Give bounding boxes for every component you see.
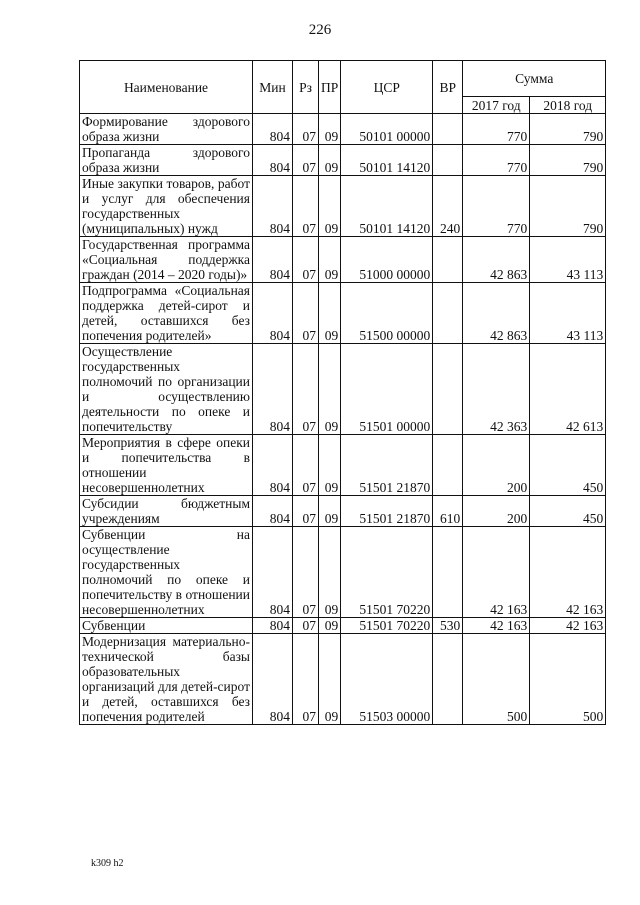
cell-min: 804 <box>253 114 293 145</box>
cell-pr: 09 <box>319 237 341 283</box>
cell-y2017: 200 <box>463 496 530 527</box>
cell-csr: 51501 70220 <box>341 527 433 618</box>
cell-csr: 51501 00000 <box>341 344 433 435</box>
cell-min: 804 <box>253 176 293 237</box>
table-row <box>80 634 606 725</box>
cell-y2018: 450 <box>530 435 606 496</box>
cell-csr: 51501 21870 <box>341 435 433 496</box>
cell-y2017: 770 <box>463 145 530 176</box>
table-row <box>80 618 606 634</box>
cell-csr: 50101 14120 <box>341 145 433 176</box>
header-2017: 2017 год <box>463 97 530 114</box>
cell-name: Субвенции на осуществление государственных полномочий по опеке и попечительству в отношении несовершеннолетних <box>80 527 253 618</box>
cell-y2017: 42 363 <box>463 344 530 435</box>
cell-y2017: 42 163 <box>463 618 530 634</box>
cell-y2018: 500 <box>530 634 606 725</box>
cell-vr <box>433 283 463 344</box>
cell-pr: 09 <box>319 344 341 435</box>
cell-name: Субвенции <box>80 618 253 634</box>
cell-y2018: 42 163 <box>530 618 606 634</box>
cell-y2017: 500 <box>463 634 530 725</box>
cell-vr: 610 <box>433 496 463 527</box>
header-pr: ПР <box>319 61 341 114</box>
cell-y2018: 42 163 <box>530 527 606 618</box>
cell-rz: 07 <box>293 114 319 145</box>
cell-name: Формирование здорового образа жизни <box>80 114 253 145</box>
table-row <box>80 283 606 344</box>
cell-rz: 07 <box>293 634 319 725</box>
cell-pr: 09 <box>319 435 341 496</box>
cell-name: Осуществление государственных полномочий по организации и осуществлению деятельности по опеке и попечительству <box>80 344 253 435</box>
cell-pr: 09 <box>319 114 341 145</box>
cell-min: 804 <box>253 237 293 283</box>
table-row <box>80 176 606 237</box>
cell-pr: 09 <box>319 527 341 618</box>
cell-vr <box>433 634 463 725</box>
table-row <box>80 114 606 145</box>
cell-y2017: 42 163 <box>463 527 530 618</box>
table-row <box>80 435 606 496</box>
cell-pr: 09 <box>319 283 341 344</box>
cell-rz: 07 <box>293 237 319 283</box>
cell-vr <box>433 344 463 435</box>
cell-csr: 50101 00000 <box>341 114 433 145</box>
header-min: Мин <box>253 61 293 114</box>
header-name: Наименование <box>80 61 253 114</box>
cell-rz: 07 <box>293 435 319 496</box>
cell-rz: 07 <box>293 527 319 618</box>
cell-vr <box>433 145 463 176</box>
cell-min: 804 <box>253 435 293 496</box>
cell-rz: 07 <box>293 618 319 634</box>
cell-rz: 07 <box>293 176 319 237</box>
cell-name: Пропаганда здорового образа жизни <box>80 145 253 176</box>
cell-pr: 09 <box>319 634 341 725</box>
cell-min: 804 <box>253 618 293 634</box>
cell-name: Иные закупки товаров, работ и услуг для обеспечения государственных (муниципальных) нужд <box>80 176 253 237</box>
cell-min: 804 <box>253 145 293 176</box>
cell-rz: 07 <box>293 283 319 344</box>
cell-name: Модернизация материально-технической базы образовательных организаций для детей-сирот и детей, оставшихся без попечения родителей <box>80 634 253 725</box>
cell-y2017: 200 <box>463 435 530 496</box>
cell-rz: 07 <box>293 344 319 435</box>
cell-y2018: 43 113 <box>530 237 606 283</box>
cell-name: Государственная программа «Социальная поддержка граждан (2014 – 2020 годы)» <box>80 237 253 283</box>
cell-y2018: 450 <box>530 496 606 527</box>
budget-table <box>79 60 606 725</box>
cell-min: 804 <box>253 527 293 618</box>
cell-vr <box>433 114 463 145</box>
cell-y2018: 790 <box>530 145 606 176</box>
table-row <box>80 496 606 527</box>
cell-y2018: 790 <box>530 114 606 145</box>
cell-y2017: 770 <box>463 176 530 237</box>
cell-y2018: 790 <box>530 176 606 237</box>
cell-pr: 09 <box>319 176 341 237</box>
header-2018: 2018 год <box>530 97 606 114</box>
table-row <box>80 237 606 283</box>
cell-csr: 51503 00000 <box>341 634 433 725</box>
cell-name: Подпрограмма «Социальная поддержка детей-сирот и детей, оставшихся без попечения родителей» <box>80 283 253 344</box>
cell-pr: 09 <box>319 496 341 527</box>
cell-csr: 51500 00000 <box>341 283 433 344</box>
cell-vr: 530 <box>433 618 463 634</box>
header-csr: ЦСР <box>341 61 433 114</box>
cell-vr <box>433 435 463 496</box>
cell-pr: 09 <box>319 618 341 634</box>
cell-csr: 51000 00000 <box>341 237 433 283</box>
header-sum: Сумма <box>463 61 606 97</box>
cell-y2018: 43 113 <box>530 283 606 344</box>
cell-y2017: 42 863 <box>463 237 530 283</box>
cell-y2017: 770 <box>463 114 530 145</box>
cell-pr: 09 <box>319 145 341 176</box>
cell-min: 804 <box>253 496 293 527</box>
cell-y2018: 42 613 <box>530 344 606 435</box>
cell-rz: 07 <box>293 145 319 176</box>
cell-name: Мероприятия в сфере опеки и попечительства в отношении несовершеннолетних <box>80 435 253 496</box>
cell-rz: 07 <box>293 496 319 527</box>
header-vr: ВР <box>433 61 463 114</box>
cell-csr: 51501 21870 <box>341 496 433 527</box>
table-row <box>80 145 606 176</box>
cell-csr: 51501 70220 <box>341 618 433 634</box>
table-row <box>80 344 606 435</box>
cell-y2017: 42 863 <box>463 283 530 344</box>
page-number: 226 <box>308 22 332 38</box>
cell-min: 804 <box>253 283 293 344</box>
header-rz: Рз <box>293 61 319 114</box>
cell-vr <box>433 527 463 618</box>
cell-min: 804 <box>253 634 293 725</box>
cell-vr: 240 <box>433 176 463 237</box>
cell-min: 804 <box>253 344 293 435</box>
cell-name: Субсидии бюджетным учреждениям <box>80 496 253 527</box>
footer-code: k309 h2 <box>91 858 124 869</box>
table-row <box>80 527 606 618</box>
cell-csr: 50101 14120 <box>341 176 433 237</box>
cell-vr <box>433 237 463 283</box>
table-body <box>80 114 606 725</box>
